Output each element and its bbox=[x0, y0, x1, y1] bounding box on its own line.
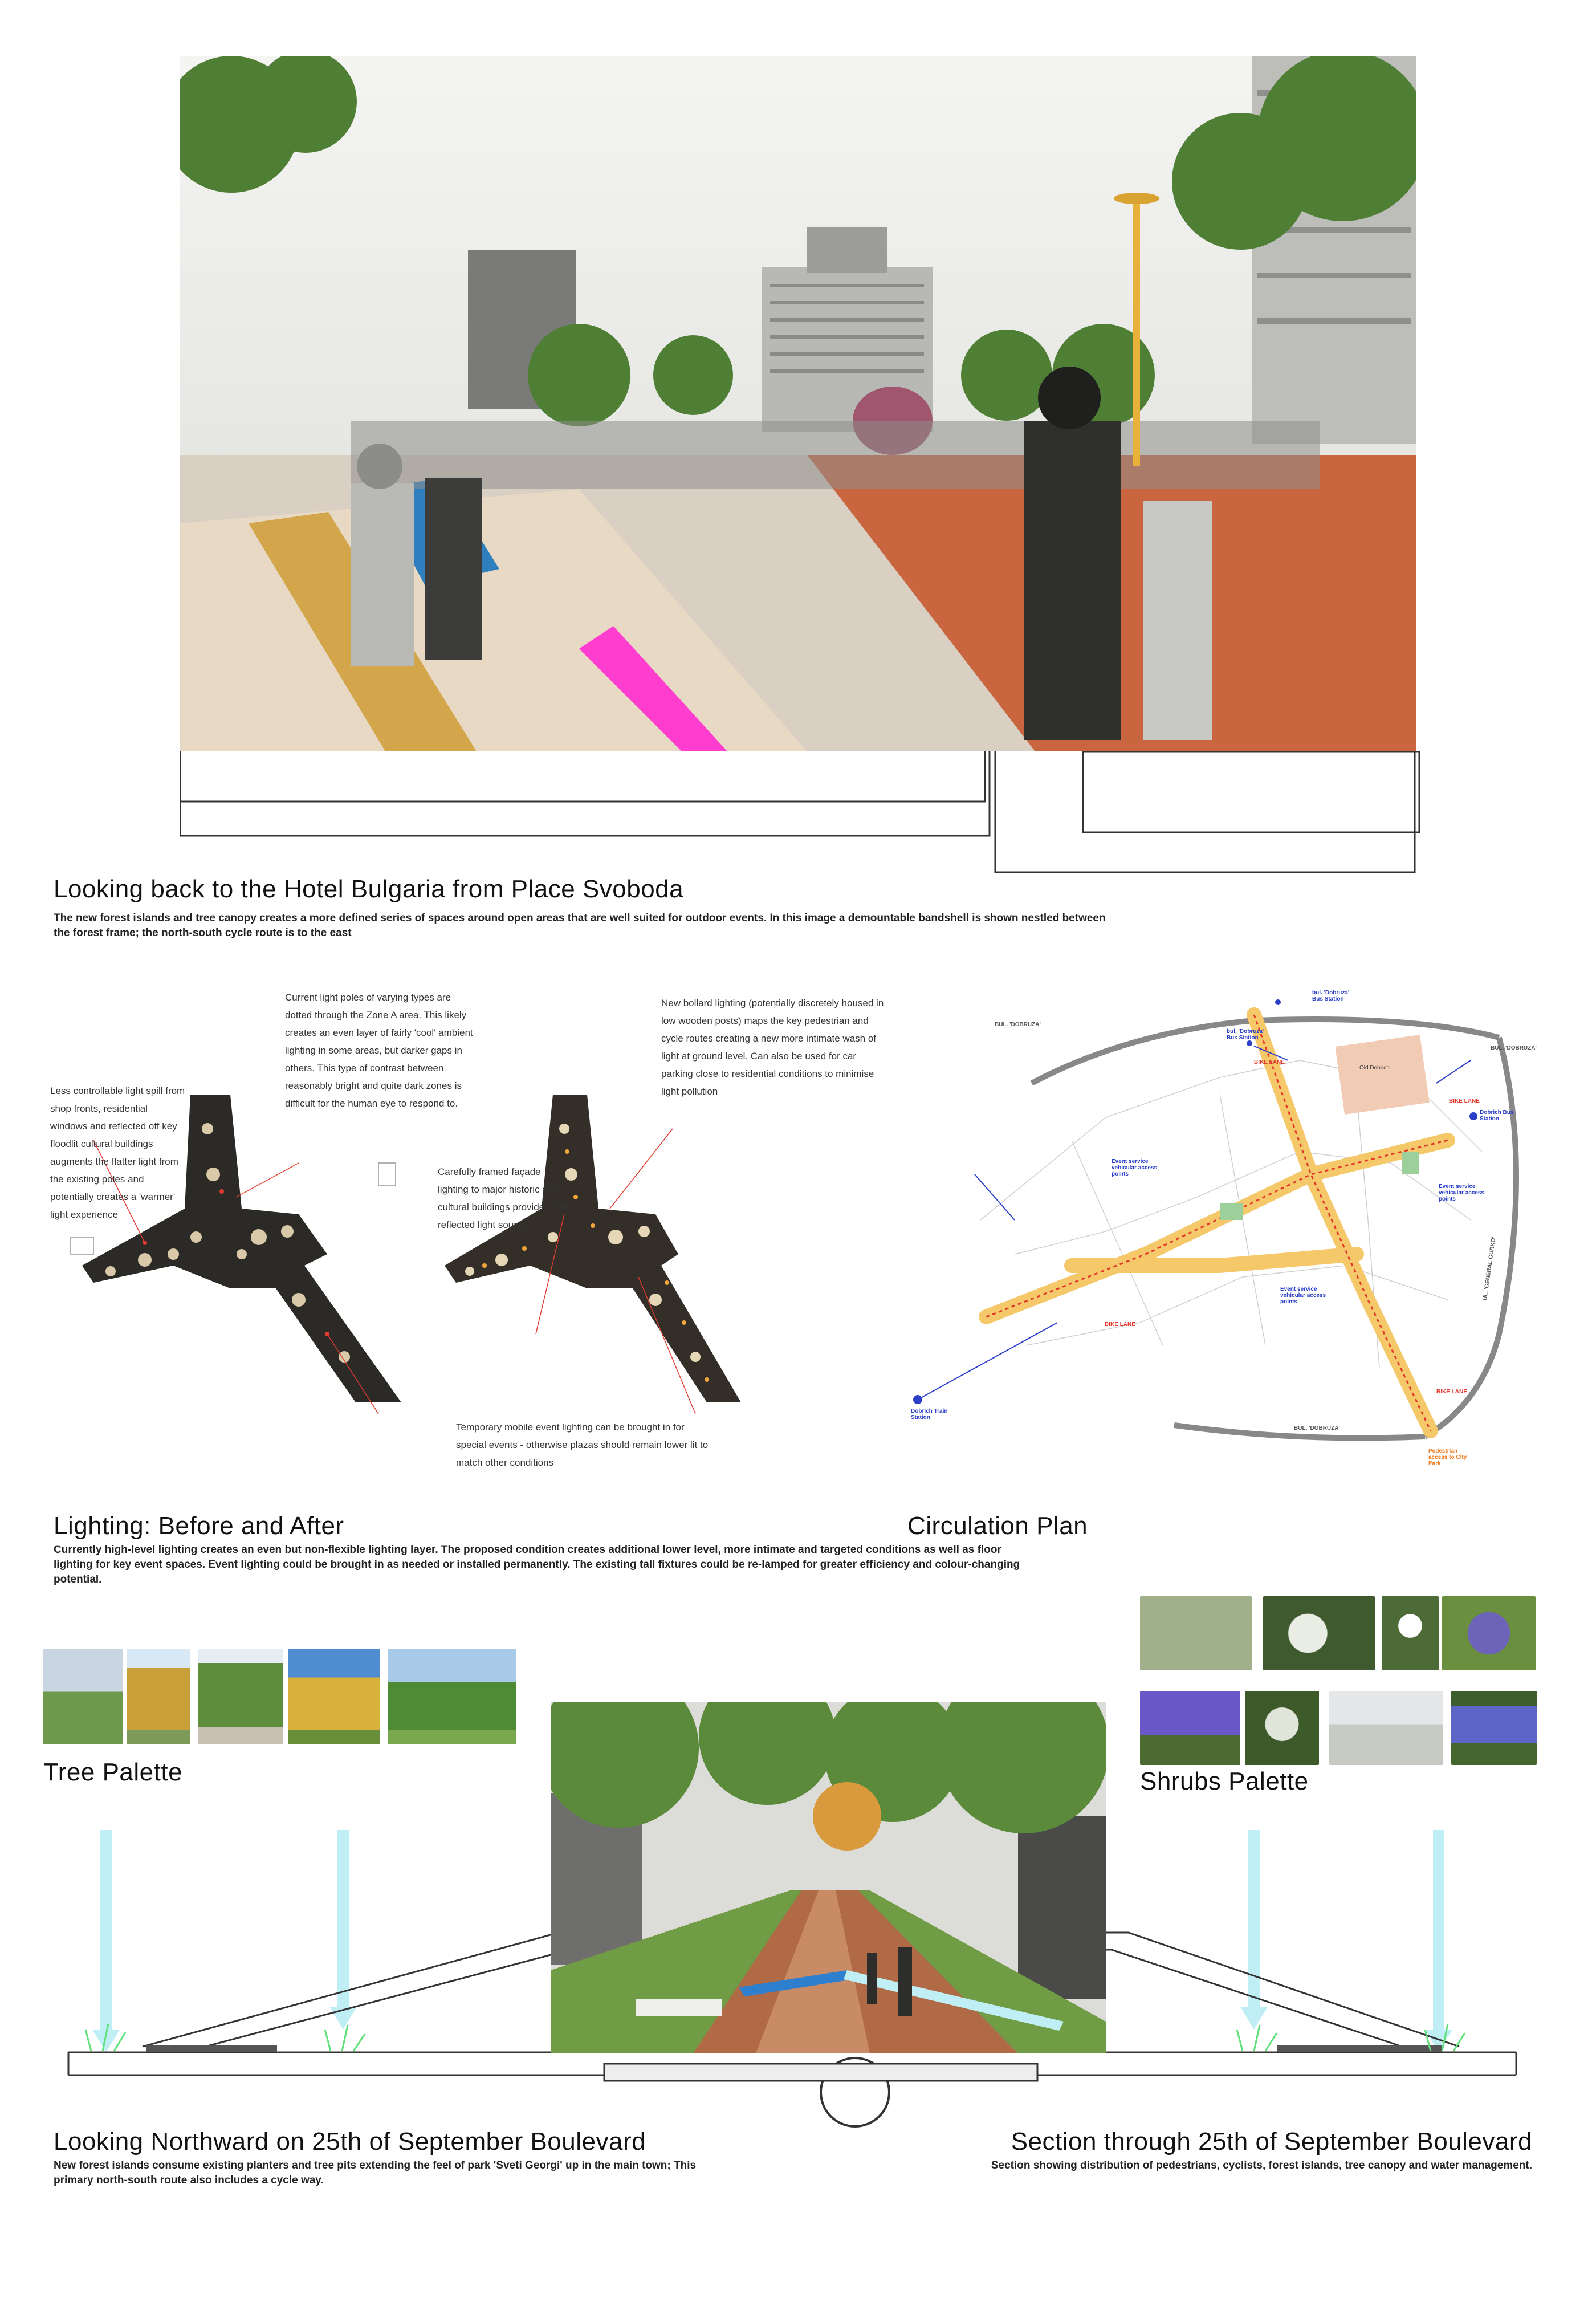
lighting-note-bollard: New bollard lighting (potentially discretely housed in low wooden posts) maps the key pedestrian and cycle routes creating a new more intimate wash of light at ground level. Can also be used for car parking close to residential conditions to minimise light pollution bbox=[661, 998, 884, 1097]
boulevard-image bbox=[551, 1702, 1106, 2053]
map-label-pedestrian: Pedestrian access to City Park bbox=[1428, 1448, 1467, 1467]
map-label-bus-left: bul. 'Dobruza' Bus Station bbox=[1227, 1028, 1264, 1041]
map-label-bike-3: BIKE LANE bbox=[1105, 1321, 1135, 1328]
lighting-note-poles: Current light poles of varying types are dotted through the Zone A area. This likely creates an even layer of fairly 'cool' ambient lighting in some areas, but darker gaps in others. This type of contrast between reasonably bright and quite dark zones is difficult for the human eye to respond to. bbox=[285, 992, 473, 1109]
boulevard-title: Looking Northward on 25th of September Boulevard bbox=[54, 2128, 646, 2155]
shrub-thumb-3 bbox=[1382, 1596, 1439, 1670]
section-title: Section through 25th of September Boulevard bbox=[1011, 2128, 1532, 2155]
lighting-note-spill: Less controllable light spill from shop fronts, residential windows and reflected off key floodlit cultural buildings augments the flatter light from the existing poles and potentially creates a 'warmer' light experience bbox=[50, 1085, 185, 1220]
map-label-bike-4: BIKE LANE bbox=[1436, 1389, 1467, 1395]
hero-image bbox=[180, 56, 1416, 751]
map-label-bul-top: BUL. 'DOBRUZA' bbox=[995, 1022, 1041, 1028]
hero-frame-inner bbox=[180, 751, 995, 854]
tree-thumb-5 bbox=[388, 1649, 516, 1744]
section-caption: Section showing distribution of pedestrians, cyclists, forest islands, tree canopy and water management. bbox=[991, 2159, 1532, 2171]
shrubs-palette-title: Shrubs Palette bbox=[1140, 1767, 1309, 1795]
tree-thumb-4 bbox=[288, 1649, 380, 1744]
map-label-old-dobrich: Old Dobrich bbox=[1359, 1065, 1390, 1071]
map-label-ul-general: UL. 'GENERAL GURKO' bbox=[1482, 1236, 1497, 1301]
boulevard-illustration bbox=[551, 1702, 1106, 2053]
map-label-train: Dobrich Train Station bbox=[911, 1408, 948, 1421]
map-label-bul-bottom: BUL. 'DOBRUZA' bbox=[1294, 1425, 1340, 1431]
map-label-bus-right: Dobrich Bus Station bbox=[1480, 1109, 1514, 1122]
shrub-thumb-8 bbox=[1451, 1691, 1537, 1765]
shrub-thumb-2 bbox=[1263, 1596, 1375, 1670]
shrub-thumb-4 bbox=[1442, 1596, 1536, 1670]
circulation-drawing bbox=[901, 981, 1545, 1477]
hero-illustration bbox=[180, 56, 1416, 751]
shrub-thumb-6 bbox=[1245, 1691, 1319, 1765]
map-label-bul-right: BUL. 'DOBRUZA' bbox=[1491, 1045, 1537, 1051]
shrub-thumb-7 bbox=[1329, 1691, 1443, 1765]
map-label-bike-1: BIKE LANE bbox=[1254, 1059, 1285, 1065]
tree-thumb-3 bbox=[198, 1649, 283, 1744]
lighting-title: Lighting: Before and After bbox=[54, 1512, 344, 1540]
tree-palette-title: Tree Palette bbox=[43, 1758, 183, 1786]
circulation-title: Circulation Plan bbox=[907, 1512, 1088, 1540]
lighting-caption: Currently high-level lighting creates an even but non-flexible lighting layer. The proposed condition creates additional lower level, more intimate and targeted conditions as well as floor lighting for key event spaces. Event lighting could be brought in as needed or installed permanently. The existing tall fixtures could be re-lamped for greater efficiency and colour-changing potential. bbox=[54, 1544, 1020, 1585]
hero-title: Looking back to the Hotel Bulgaria from Place Svoboda bbox=[54, 875, 684, 903]
lighting-note-mobile: Temporary mobile event lighting can be brought in for special events - otherwise plazas should remain lower lit to match other conditions bbox=[456, 1422, 709, 1468]
shrub-thumb-1 bbox=[1140, 1596, 1252, 1670]
tree-thumb-2 bbox=[127, 1649, 190, 1744]
map-label-event-1: Event service vehicular access points bbox=[1112, 1158, 1158, 1177]
hero-caption: The new forest islands and tree canopy creates a more defined series of spaces around open areas that are well suited for outdoor events. In this image a demountable bandshell is shown nestled between the forest frame; the north-south cycle route is to the east bbox=[54, 912, 1106, 939]
boulevard-caption: New forest islands consume existing planters and tree pits extending the feel of park 'Sveti Georgi' up in the main town; This primary north-south route also includes a cycle way. bbox=[54, 2159, 697, 2186]
map-label-event-2: Event service vehicular access points bbox=[1439, 1183, 1485, 1202]
map-label-bus-top: bul. 'Dobruza' Bus Station bbox=[1312, 990, 1350, 1002]
lighting-note-facade: Carefully framed façade lighting to major historic and cultural buildings provides soft reflected light source bbox=[438, 1166, 568, 1230]
map-label-bike-2: BIKE LANE bbox=[1449, 1098, 1480, 1104]
lighting-after-drawing bbox=[422, 1095, 741, 1414]
shrub-thumb-5 bbox=[1140, 1691, 1240, 1765]
tree-thumb-1 bbox=[43, 1649, 123, 1744]
circulation-map bbox=[901, 981, 1545, 1477]
map-label-event-3: Event service vehicular access points bbox=[1280, 1286, 1326, 1305]
lighting-plan-after bbox=[422, 1095, 741, 1414]
